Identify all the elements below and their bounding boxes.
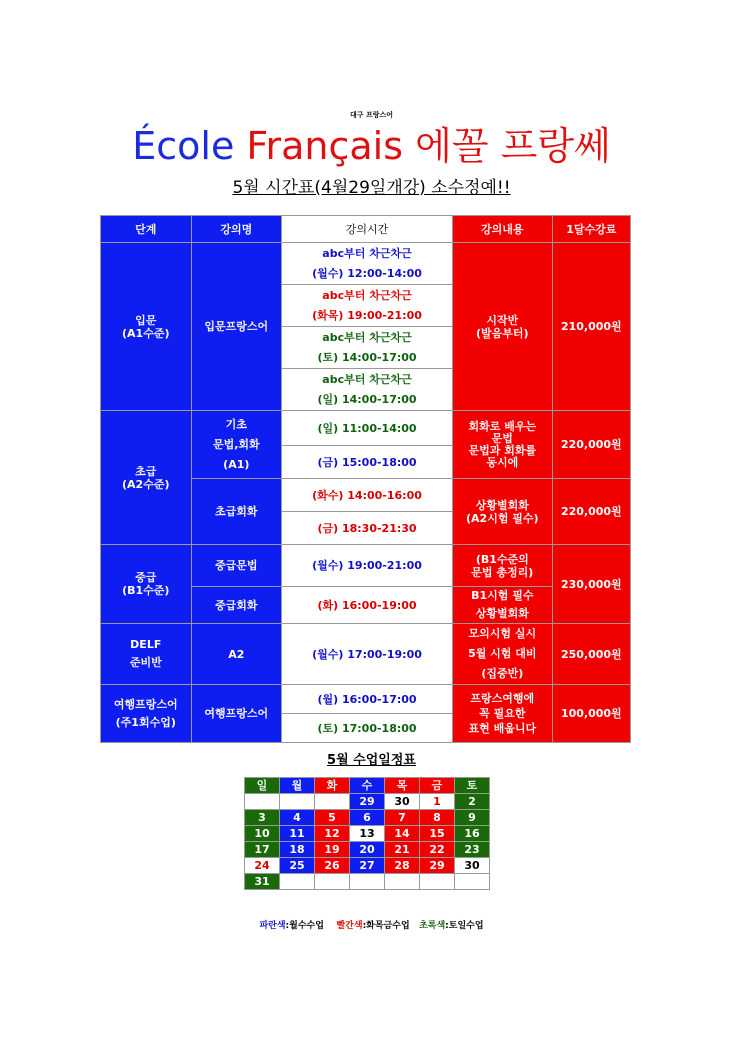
time-slot-time: (일) 14:00-17:00 <box>317 392 417 406</box>
title-korean: 에꼴 프랑쎄 <box>415 124 611 168</box>
time-slot <box>282 285 453 327</box>
calendar-title <box>0 749 743 768</box>
level-beginner: 입문 (A1수준) <box>101 243 192 411</box>
weekday-sat: 토 <box>455 778 490 794</box>
calendar-day: 9 <box>455 810 490 826</box>
calendar-day: 27 <box>350 858 385 874</box>
time-slot-title: abc부터 차근차근 <box>322 288 412 302</box>
weekday-sun: 일 <box>245 778 280 794</box>
calendar-day: 29 <box>420 858 455 874</box>
small-caption: 대구 프랑스어 <box>349 111 393 119</box>
calendar-week-row <box>245 826 490 842</box>
header-course: 강의명 <box>191 216 282 243</box>
calendar-day: 12 <box>315 826 350 842</box>
calendar-day: 6 <box>350 810 385 826</box>
legend-red-label: 빨간색 <box>336 921 363 931</box>
time-slot <box>282 369 453 411</box>
calendar-day: 11 <box>280 826 315 842</box>
course-delf: A2 <box>191 624 282 685</box>
weekday-wed: 수 <box>350 778 385 794</box>
fee-travel: 100,000원 <box>552 685 630 743</box>
time-slot: (월) 16:00-17:00 <box>282 685 453 714</box>
calendar-day <box>350 874 385 890</box>
title-francais: Français <box>246 124 404 168</box>
calendar-day: 26 <box>315 858 350 874</box>
schedule-table <box>100 215 631 743</box>
calendar-day: 10 <box>245 826 280 842</box>
calendar-day: 31 <box>245 874 280 890</box>
time-slot: (금) 18:30-21:30 <box>282 512 453 545</box>
level-travel: 여행프랑스어 (주1회수업) <box>101 685 192 743</box>
calendar-day <box>280 794 315 810</box>
time-slot-time: (토) 14:00-17:00 <box>317 350 417 364</box>
fee-elementary-grammar: 220,000원 <box>552 411 630 479</box>
weekday-mon: 월 <box>280 778 315 794</box>
calendar-day <box>315 794 350 810</box>
header-fee: 1달수강료 <box>552 216 630 243</box>
calendar-week-row <box>245 794 490 810</box>
calendar-day <box>420 874 455 890</box>
content-beginner: 시작반 (발음부터) <box>452 243 552 411</box>
level-delf: DELF 준비반 <box>101 624 192 685</box>
weekday-thu: 목 <box>385 778 420 794</box>
calendar-day: 8 <box>420 810 455 826</box>
calendar-day: 15 <box>420 826 455 842</box>
calendar-day: 18 <box>280 842 315 858</box>
content-intermediate-1: (B1수준의 문법 총정리) <box>452 545 552 587</box>
calendar-day: 16 <box>455 826 490 842</box>
course-intermediate-conversation: 중급회화 <box>191 587 282 624</box>
time-slot-title: abc부터 차근차근 <box>322 372 412 386</box>
fee-beginner: 210,000원 <box>552 243 630 411</box>
calendar-day: 2 <box>455 794 490 810</box>
header-level: 단계 <box>101 216 192 243</box>
header-content: 강의내용 <box>452 216 552 243</box>
subtitle-text: 5월 시간표(4월29일개강) 소수정예!! <box>232 178 511 198</box>
calendar-day <box>245 794 280 810</box>
course-intermediate-grammar: 중급문법 <box>191 545 282 587</box>
time-slot <box>282 243 453 285</box>
calendar-weekday-row <box>245 778 490 794</box>
course-line: 기초 <box>225 417 247 431</box>
fee-elementary-conversation: 220,000원 <box>552 479 630 545</box>
calendar-day: 22 <box>420 842 455 858</box>
time-slot-title: abc부터 차근차근 <box>322 246 412 260</box>
course-beginner: 입문프랑스어 <box>191 243 282 411</box>
time-slot: (화) 16:00-19:00 <box>282 587 453 624</box>
time-slot-title: abc부터 차근차근 <box>322 330 412 344</box>
calendar-day: 24 <box>245 858 280 874</box>
content-line: 5월 시험 대비 <box>468 647 537 660</box>
calendar-day: 20 <box>350 842 385 858</box>
calendar-day: 17 <box>245 842 280 858</box>
calendar-day: 30 <box>455 858 490 874</box>
weekday-fri: 금 <box>420 778 455 794</box>
legend-green-text: :토일수업 <box>445 921 484 931</box>
content-elementary-conversation: 상황별회화 (A2시험 필수) <box>452 479 552 545</box>
calendar-day <box>280 874 315 890</box>
content-delf <box>452 624 552 685</box>
page-title <box>0 122 743 170</box>
fee-intermediate: 230,000원 <box>552 545 630 624</box>
legend-blue-text: :월수수업 <box>285 921 324 931</box>
calendar-week-row <box>245 842 490 858</box>
header-time: 강의시간 <box>282 216 453 243</box>
fee-delf: 250,000원 <box>552 624 630 685</box>
calendar-day: 14 <box>385 826 420 842</box>
calendar-day <box>455 874 490 890</box>
calendar-week-row <box>245 858 490 874</box>
legend-red-text: :화목금수업 <box>362 921 410 931</box>
subtitle <box>0 177 743 199</box>
calendar-body <box>245 794 490 890</box>
legend-blue-label: 파란색 <box>259 921 286 931</box>
calendar-day: 25 <box>280 858 315 874</box>
content-line: 모의시험 실시 <box>468 627 537 640</box>
course-line: (A1) <box>223 457 250 471</box>
time-slot: (토) 17:00-18:00 <box>282 714 453 743</box>
legend-green-label: 초록색 <box>419 921 446 931</box>
may-calendar <box>244 777 490 890</box>
calendar-day: 30 <box>385 794 420 810</box>
time-slot <box>282 327 453 369</box>
title-ecole: École <box>132 124 235 168</box>
content-line: (집중반) <box>481 667 524 680</box>
time-slot: (월수) 19:00-21:00 <box>282 545 453 587</box>
calendar-title-text: 5월 수업일정표 <box>327 753 416 768</box>
calendar-week-row <box>245 874 490 890</box>
calendar-week-row <box>245 810 490 826</box>
calendar-day: 29 <box>350 794 385 810</box>
calendar-day: 23 <box>455 842 490 858</box>
time-slot-time: (월수) 12:00-14:00 <box>312 266 422 280</box>
calendar-day: 5 <box>315 810 350 826</box>
calendar-day: 21 <box>385 842 420 858</box>
color-legend <box>0 918 743 931</box>
calendar-day: 28 <box>385 858 420 874</box>
course-elementary-conversation: 초급회화 <box>191 479 282 545</box>
course-travel: 여행프랑스어 <box>191 685 282 743</box>
content-elementary-grammar: 회화로 배우는 문법 문법과 회화를 동시에 <box>452 411 552 479</box>
calendar-day: 4 <box>280 810 315 826</box>
time-slot: (일) 11:00-14:00 <box>282 411 453 446</box>
level-elementary: 초급 (A2수준) <box>101 411 192 545</box>
weekday-tue: 화 <box>315 778 350 794</box>
calendar-day: 13 <box>350 826 385 842</box>
calendar-day <box>315 874 350 890</box>
calendar-day: 3 <box>245 810 280 826</box>
course-line: 문법,회화 <box>212 437 260 451</box>
course-elementary-grammar <box>191 411 282 479</box>
time-slot: (화수) 14:00-16:00 <box>282 479 453 512</box>
calendar-day <box>385 874 420 890</box>
calendar-day: 1 <box>420 794 455 810</box>
content-travel: 프랑스여행에 꼭 필요한 표현 배웁니다 <box>452 685 552 743</box>
calendar-day: 7 <box>385 810 420 826</box>
time-slot-time: (화목) 19:00-21:00 <box>312 308 422 322</box>
calendar-day: 19 <box>315 842 350 858</box>
schedule-header-row <box>101 216 631 243</box>
level-intermediate: 중급 (B1수준) <box>101 545 192 624</box>
content-intermediate-2: B1시험 필수 상황별회화 <box>452 587 552 624</box>
time-slot: (금) 15:00-18:00 <box>282 446 453 479</box>
time-slot: (월수) 17:00-19:00 <box>282 624 453 685</box>
